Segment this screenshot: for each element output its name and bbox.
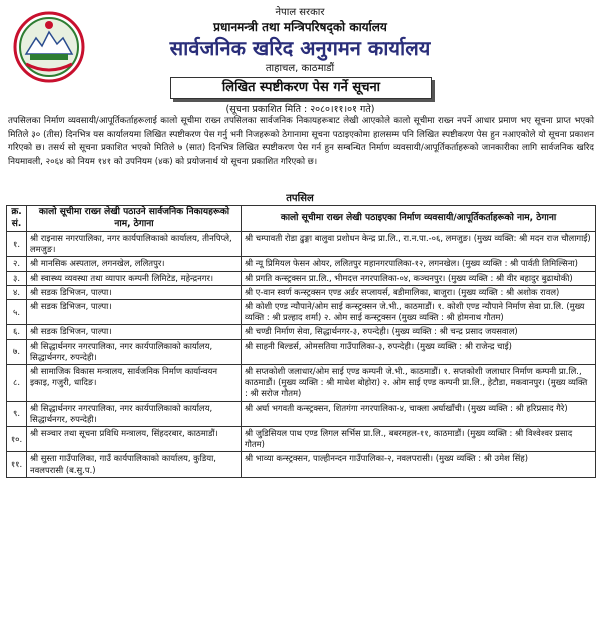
table-row [7, 452, 596, 477]
row-vendor: श्री सप्तकोशी जलाधार/ओम साई एण्ड कम्पनी जे.भी., काठमाडौं। १. सप्तकोशी जलाधार निर्माण कम्पनी प्रा.लि., काठमाडौं। (मुख्य व्यक्ति : श्री माधेश बोहोरा) २. ओम साई एण्ड कम्पनी प्रा.लि., हेटौडा, मकवानपुर। (मुख्य व्यक्ति : श्री सरोज गौतम) [242, 365, 596, 402]
table-row [7, 339, 596, 364]
notice-title: लिखित स्पष्टीकरण पेस गर्ने सूचना [170, 77, 432, 99]
table-row [7, 427, 596, 452]
row-agency: श्री राइनास नगरपालिका, नगर कार्यपालिकाको कार्यालय, तीनपिप्ले, लमजुङ। [27, 232, 242, 257]
table-row [7, 401, 596, 426]
row-serial: ४. [7, 285, 27, 299]
header-serial: क्र. सं. [7, 206, 27, 232]
row-serial: ९. [7, 401, 27, 426]
table-row [7, 300, 596, 325]
row-agency: श्री सडक डिभिजन, पाल्पा। [27, 300, 242, 325]
row-agency: श्री मानसिक अस्पताल, लगनखेल, ललितपुर। [27, 257, 242, 271]
row-serial: १. [7, 232, 27, 257]
row-agency: श्री सडक डिभिजन, पाल्पा। [27, 285, 242, 299]
header-agency: कालो सूचीमा राख्न लेखी पठाउने सार्वजनिक निकायहरूको नाम, ठेगाना [27, 206, 242, 232]
table-row [7, 285, 596, 299]
row-agency: श्री सामाजिक विकास मन्त्रालय, सार्वजनिक निर्माण कार्यान्वयन इकाइ, गजुरी, धादिङ। [27, 365, 242, 402]
table-heading: तपसिल [286, 193, 314, 204]
row-agency: श्री सञ्चार तथा सूचना प्रविधि मन्त्रालय, सिंहदरबार, काठमाडौं। [27, 427, 242, 452]
row-vendor: श्री जुडिसियल पाथ एण्ड लिगल सर्भिस प्रा.लि., बबरमहल-११, काठमाडौं। (मुख्य व्यक्ति : श्री विश्वेश्वर प्रसाद गौतम) [242, 427, 596, 452]
row-serial: ३. [7, 271, 27, 285]
published-date: (सूचना प्रकाशित मिति : २०८०।११।०१ गते) [225, 104, 375, 115]
row-vendor: श्री न्यू प्रिमियल फेसन ओयर, ललितपुर महानगरपालिका-१२, लगनखेल। (मुख्य व्यक्ति : श्री पार्वती तिमिल्सिना) [242, 257, 596, 271]
row-serial: ६. [7, 325, 27, 339]
row-vendor: श्री साहनी बिल्डर्स, ओमसतिया गाउँपालिका-३, रुपन्देही। (मुख्य व्यक्ति : श्री राजेन्द्र चाई) [242, 339, 596, 364]
notice-body: तपसिलका निर्माण व्यवसायी/आपूर्तिकर्ताहरूलाई कालो सूचीमा राख्न तपसिलका सार्वजनिक निकायहरूबाट लेखी आएकोले कालो सूचीमा राख्न नपर्ने आधार प्रमाण भए सूचना प्राप्त भएको मितिले ३० (तीस) दिनभित्र यस कार्यालयमा लिखित स्पष्टीकरण पेस गर्नु भनी निजहरूको ठेगानामा सूचना पठाइएकोमा हालसम्म पनि लिखित स्पष्टीकरण पेस हुन नआएकोले यो सूचना प्रकाशन गरिएको छ। तसर्थ सो सूचना प्रकाशित भएको मितिले ७ (सात) दिनभित्र लिखित स्पष्टीकरण पेस गर्न हुन सम्बन्धित निर्माण व्यवसायी/आपूर्तिकर्ताहरूको जानकारीका लागि सार्वजनिक खरिद नियमावली, २०६४ को नियम १४१ को उपनियम (४क) को प्रयोजनार्थ यो सूचना प्रकाशित गरिएको छ। [8, 116, 594, 167]
blacklist-table [6, 205, 596, 478]
header-vendor: कालो सूचीमा राख्न लेखी पठाइएका निर्माण व्यवसायी/आपूर्तिकर्ताहरूको नाम, ठेगाना [242, 206, 596, 232]
table-row [7, 257, 596, 271]
row-agency: श्री सडक डिभिजन, पाल्पा। [27, 325, 242, 339]
office-location: ताहाचल, काठमाडौं [265, 63, 335, 74]
row-vendor: श्री भाव्या कन्स्ट्रक्सन, पाल्हीनन्दन गाउँपालिका-२, नवलपरासी। (मुख्य व्यक्ति : श्री उमेश सिंह) [242, 452, 596, 477]
row-serial: २. [7, 257, 27, 271]
table-row [7, 365, 596, 402]
government-label: नेपाल सरकार [275, 7, 325, 18]
row-serial: ११. [7, 452, 27, 477]
row-agency: श्री सुस्ता गाउँपालिका, गाउँ कार्यपालिकाको कार्यालय, कुडिया, नवलपरासी (ब.सु.प.) [27, 452, 242, 477]
row-serial: ८. [7, 365, 27, 402]
row-serial: १०. [7, 427, 27, 452]
row-agency: श्री सिद्धार्थनगर नगरपालिका, नगर कार्यपालिकाको कार्यालय, सिद्धार्थनगर, रुपन्देही। [27, 401, 242, 426]
table-row [7, 232, 596, 257]
row-vendor: श्री प्रगति कन्स्ट्रक्सन प्रा.लि., भीमदत्त नगरपालिका-०४, कञ्चनपुर। (मुख्य व्यक्ति : श्री वीर बहादुर बुढाथोकी) [242, 271, 596, 285]
parent-office: प्रधानमन्त्री तथा मन्त्रिपरिषद्को कार्यालय [213, 20, 387, 34]
row-serial: ७. [7, 339, 27, 364]
row-agency: श्री स्वास्थ्य व्यवस्था तथा व्यापार कम्पनी लिमिटेड, महेन्द्रनगर। [27, 271, 242, 285]
row-vendor: श्री कोशी एण्ड न्यौपाने/ओम साई कन्स्ट्रक्सन जे.भी., काठमाडौं। १. कोशी एण्ड न्यौपाने निर्माण सेवा प्रा.लि. (मुख्य व्यक्ति : श्री प्रल्हाद शर्मा) २. ओम साई कन्स्ट्रक्सन (मुख्य व्यक्ति : श्री होमनाथ गौतम) [242, 300, 596, 325]
row-vendor: श्री चण्डी निर्माण सेवा, सिद्धार्थनगर-३, रुपन्देही। (मुख्य व्यक्ति : श्री चन्द्र प्रसाद जयसवाल) [242, 325, 596, 339]
row-agency: श्री सिद्धार्थनगर नगरपालिका, नगर कार्यपालिकाको कार्यालय, सिद्धार्थनगर, रुपन्देही। [27, 339, 242, 364]
table-header-row [7, 206, 596, 232]
table-row [7, 271, 596, 285]
row-serial: ५. [7, 300, 27, 325]
row-vendor: श्री ए-वान स्वर्ण कन्स्ट्रक्सन एण्ड अर्डर सप्लायर्स, बडीमालिका, बाजुरा। (मुख्य व्यक्ति : श्री अशोक रावल) [242, 285, 596, 299]
row-vendor: श्री अर्घा भगवती कन्स्ट्रक्सन, शितगंगा नगरपालिका-४, चाक्ला अर्घाखाँची। (मुख्य व्यक्ति : श्री हरिप्रसाद गैरे) [242, 401, 596, 426]
office-name: सार्वजनिक खरिद अनुगमन कार्यालय [169, 36, 431, 60]
row-vendor: श्री चम्पावती रोडा ढुङ्गा बालुवा प्रशोधन केन्द्र प्रा.लि., रा.न.पा.-०६, लमजुङ। (मुख्य व्यक्ति: श्री मदन राज चौलागाईं) [242, 232, 596, 257]
table-row [7, 325, 596, 339]
